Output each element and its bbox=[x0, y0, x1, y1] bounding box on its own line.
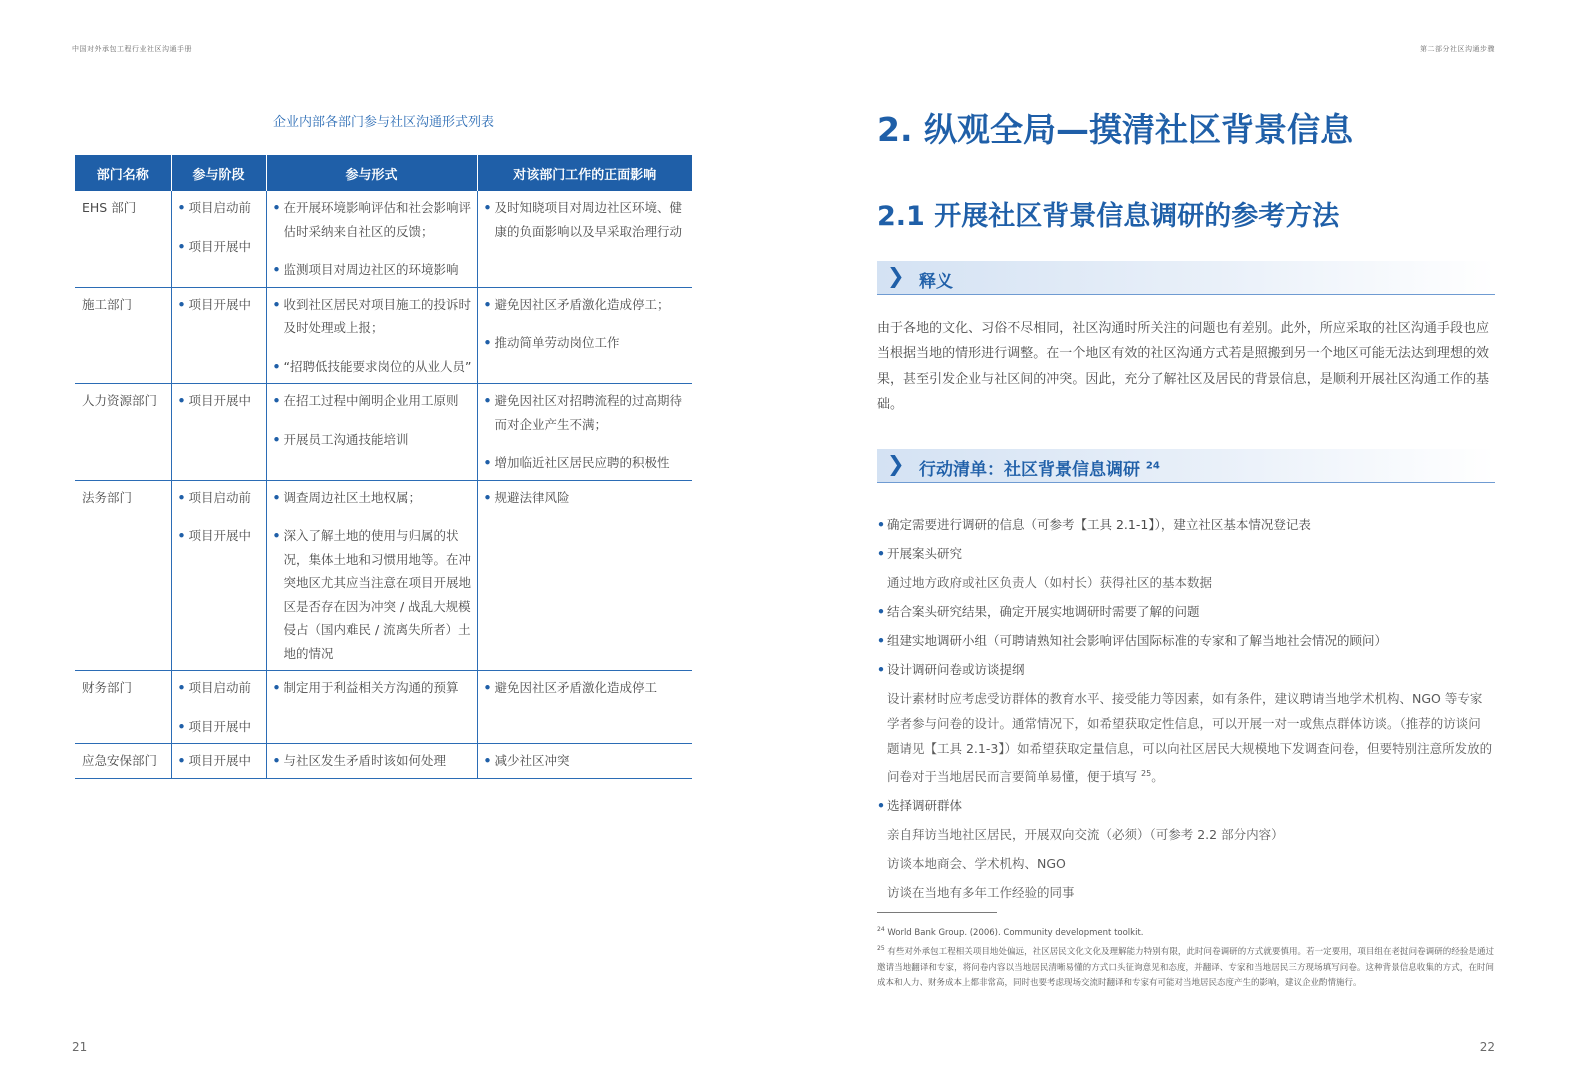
footnote-divider bbox=[877, 912, 997, 913]
form-item: • “招聘低技能要求岗位的从业人员” bbox=[273, 355, 473, 379]
form-cell bbox=[266, 191, 477, 287]
impact-item: • 避免因社区对招聘流程的过高期待而对企业产生不满； bbox=[484, 389, 689, 436]
form-item: • 在招工过程中阐明企业用工原则 bbox=[273, 389, 473, 413]
form-cell bbox=[266, 671, 477, 744]
section-bar-title bbox=[919, 455, 1160, 480]
footnote bbox=[877, 922, 1494, 941]
form-item: • 开展员工沟通技能培训 bbox=[273, 428, 473, 452]
stage-cell bbox=[171, 744, 266, 779]
table-row bbox=[75, 191, 692, 287]
stage-item: • 项目开展中 bbox=[178, 389, 262, 413]
impact-item: • 减少社区冲突 bbox=[484, 749, 689, 773]
footnote-number: 25 bbox=[877, 945, 885, 953]
section-bar-title: 释义 bbox=[919, 272, 953, 292]
action-item: • 开展案头研究 bbox=[877, 541, 1493, 566]
impact-item: • 避免因社区矛盾激化造成停工； bbox=[484, 293, 689, 317]
dept-cell: 施工部门 bbox=[75, 287, 171, 384]
stage-item: • 项目开展中 bbox=[178, 293, 262, 317]
running-head: 中国对外承包工程行业社区沟通手册 bbox=[72, 45, 192, 53]
stage-item: • 项目启动前 bbox=[178, 676, 262, 700]
form-item: • 与社区发生矛盾时该如何处理 bbox=[273, 749, 473, 773]
action-subitem: 访谈本地商会、学术机构、NGO bbox=[887, 856, 1066, 872]
stage-cell bbox=[171, 287, 266, 384]
form-cell bbox=[266, 744, 477, 779]
impact-cell bbox=[477, 671, 692, 744]
form-item: • 在开展环境影响评估和社会影响评估时采纳来自社区的反馈； bbox=[273, 196, 473, 243]
footnote-text: 有些对外承包工程相关项目地处偏远，社区居民文化文化及理解能力特别有限，此时问卷调研的方式就要慎用。若一定要用，项目组在老挝问卷调研的经验是通过邀请当地翻译和专家，将问卷内容以当地居民清晰易懂的方式口头征询意见和态度，并翻译、专家和当地居民三方现场填写问卷。这种背景信息收集的方式，在时间成本和人力、财务成本上都非常高，同时也要考虑现场交流时翻译和专家有可能对当地居民态度产生的影响，建议企业酌情施行。 bbox=[877, 947, 1494, 989]
form-item: • 深入了解土地的使用与归属的状况，集体土地和习惯用地等。在冲突地区尤其应当注意在项目开展地区是否存在因为冲突 / 战乱大规模侵占（国内难民 / 流离失所者）土地的情况 bbox=[273, 524, 473, 665]
dept-cell: EHS 部门 bbox=[75, 191, 171, 287]
footnote-number: 24 bbox=[877, 926, 885, 933]
impact-item: • 规避法律风险 bbox=[484, 486, 689, 510]
impact-item: • 及时知晓项目对周边社区环境、健康的负面影响以及早采取治理行动 bbox=[484, 196, 689, 243]
section-heading: 2.1 开展社区背景信息调研的参考方法 bbox=[877, 201, 1340, 232]
impact-cell bbox=[477, 480, 692, 671]
action-subitem: 通过地方政府或社区负责人（如村长）获得社区的基本数据 bbox=[887, 575, 1213, 590]
footnote-ref: 25 bbox=[1141, 769, 1152, 778]
form-item: • 制定用于利益相关方沟通的预算 bbox=[273, 676, 473, 700]
page-number: 22 bbox=[1479, 1040, 1495, 1054]
table-row bbox=[75, 744, 692, 779]
stage-item: • 项目开展中 bbox=[178, 749, 262, 773]
footnote-text: World Bank Group. (2006). Community development toolkit. bbox=[887, 927, 1144, 938]
chevron-right-icon: ❯ bbox=[887, 452, 905, 476]
footnotes bbox=[877, 922, 1494, 992]
table-row bbox=[75, 671, 692, 744]
impact-cell bbox=[477, 287, 692, 384]
chapter-heading: 2. 纵观全局—摸清社区背景信息 bbox=[877, 110, 1353, 149]
impact-item: • 避免因社区矛盾激化造成停工 bbox=[484, 676, 689, 700]
table-row bbox=[75, 287, 692, 384]
right-page bbox=[793, 0, 1587, 1077]
stage-cell bbox=[171, 671, 266, 744]
action-item: • 结合案头研究结果，确定开展实地调研时需要了解的问题 bbox=[877, 599, 1493, 624]
dept-cell: 法务部门 bbox=[75, 480, 171, 671]
column-header: 参与形式 bbox=[266, 155, 477, 191]
stage-item: • 项目启动前 bbox=[178, 486, 262, 510]
column-header: 部门名称 bbox=[75, 155, 171, 191]
action-subitem: 访谈在当地有多年工作经验的同事 bbox=[887, 885, 1075, 901]
action-subitem-text: 设计素材时应考虑受访群体的教育水平、接受能力等因素，如有条件，建议聘请当地学术机构、NGO 等专家学者参与问卷的设计。通常情况下，如希望获取定性信息，可以开展一对一或焦点群体访谈。（推荐的访谈问题请见【工具 2.1-3】）如希望获取定量信息，可以向社区居民大规模地下发调查问卷，但要特别注意所发放的问卷对于当地居民而言要简单易懂，便于填写 bbox=[887, 691, 1493, 785]
department-table bbox=[75, 155, 692, 779]
stage-item: • 项目启动前 bbox=[178, 196, 262, 220]
stage-cell bbox=[171, 191, 266, 287]
chevron-right-icon: ❯ bbox=[887, 264, 905, 288]
action-item: • 选择调研群体 bbox=[877, 793, 1493, 818]
dept-cell: 人力资源部门 bbox=[75, 384, 171, 481]
table-row bbox=[75, 480, 692, 671]
dept-cell: 应急安保部门 bbox=[75, 744, 171, 779]
form-cell bbox=[266, 384, 477, 481]
action-subitem-end: 。 bbox=[1151, 769, 1164, 785]
stage-cell bbox=[171, 480, 266, 671]
action-list bbox=[877, 512, 1493, 909]
column-header: 对该部门工作的正面影响 bbox=[477, 155, 692, 191]
form-item: • 收到社区居民对项目施工的投诉时及时处理或上报； bbox=[273, 293, 473, 340]
section-bar-action-list bbox=[877, 449, 1495, 483]
definition-paragraph: 由于各地的文化、习俗不尽相同，社区沟通时所关注的问题也有差别。此外，所应采取的社区沟通手段也应当根据当地的情形进行调整。在一个地区有效的社区沟通方式若是照搬到另一个地区可能无法达到理想的效果，甚至引发企业与社区间的冲突。因此，充分了解社区及居民的背景信息，是顺利开展社区沟通工作的基础。 bbox=[877, 321, 1489, 412]
table-row bbox=[75, 384, 692, 481]
section-bar-title-text: 行动清单：社区背景信息调研 bbox=[919, 460, 1140, 480]
table-header-row bbox=[75, 155, 692, 191]
footnote-ref: 24 bbox=[1145, 460, 1160, 472]
left-page bbox=[0, 0, 793, 1077]
stage-cell bbox=[171, 384, 266, 481]
form-cell bbox=[266, 287, 477, 384]
impact-item: • 增加临近社区居民应聘的积极性 bbox=[484, 451, 689, 475]
dept-cell: 财务部门 bbox=[75, 671, 171, 744]
form-cell bbox=[266, 480, 477, 671]
impact-cell bbox=[477, 191, 692, 287]
impact-cell bbox=[477, 384, 692, 481]
form-item: • 调查周边社区土地权属； bbox=[273, 486, 473, 510]
action-subitem bbox=[877, 686, 1493, 789]
form-item: • 监测项目对周边社区的环境影响 bbox=[273, 258, 473, 282]
footnote bbox=[877, 941, 1494, 991]
action-item: • 确定需要进行调研的信息（可参考【工具 2.1-1】），建立社区基本情况登记表 bbox=[877, 512, 1493, 537]
table-caption: 企业内部各部门参与社区沟通形式列表 bbox=[272, 115, 494, 130]
action-item: • 设计调研问卷或访谈提纲 bbox=[877, 657, 1493, 682]
page-number: 21 bbox=[72, 1040, 88, 1054]
section-bar-definition bbox=[877, 261, 1495, 295]
action-subitem: 亲自拜访当地社区居民，开展双向交流（必须）（可参考 2.2 部分内容） bbox=[887, 827, 1284, 843]
column-header: 参与阶段 bbox=[171, 155, 266, 191]
stage-item: • 项目开展中 bbox=[178, 524, 262, 548]
impact-cell bbox=[477, 744, 692, 779]
running-head: 第二部分社区沟通步骤 bbox=[1420, 45, 1495, 53]
stage-item: • 项目开展中 bbox=[178, 715, 262, 739]
impact-item: • 推动简单劳动岗位工作 bbox=[484, 331, 689, 355]
stage-item: • 项目开展中 bbox=[178, 235, 262, 259]
action-item: • 组建实地调研小组（可聘请熟知社会影响评估国际标准的专家和了解当地社会情况的顾问） bbox=[877, 628, 1493, 653]
